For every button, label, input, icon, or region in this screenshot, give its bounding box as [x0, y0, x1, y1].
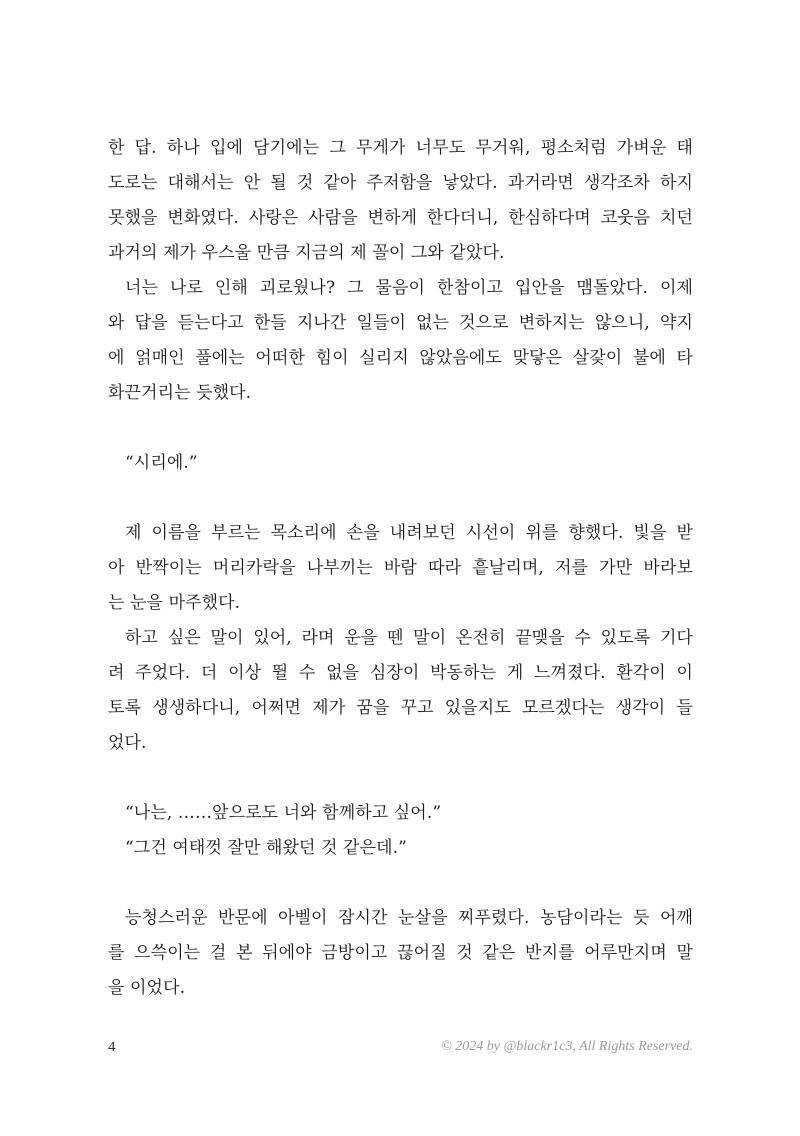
copyright-notice: © 2024 by @blackr1c3, All Rights Reserved.: [441, 1039, 693, 1054]
blank-line: [108, 866, 693, 901]
text-line: 너는 나로 인해 괴로웠나? 그 물음이 한참이고 입안을 맴돌았다. 이제: [125, 278, 693, 298]
body-text: [108, 131, 693, 1006]
text-line: 제 이름을 부르는 목소리에 손을 내려보던 시선이 위를 향했다. 빛을 받: [125, 523, 693, 543]
dialogue-line: “시리에.”: [125, 453, 198, 473]
blank-line: [108, 481, 693, 516]
text-line: 아 반짝이는 머리카락을 나부끼는 바람 따라 흩날리며, 저를 가만 바라보: [108, 558, 693, 578]
text-line: 과거의 제가 우스울 만큼 지금의 제 꼴이 그와 같았다.: [108, 243, 505, 263]
text-line: 화끈거리는 듯했다.: [108, 383, 252, 403]
text-line: 한 답. 하나 입에 담기에는 그 무게가 너무도 무거워, 평소처럼 가벼운 태: [108, 138, 693, 158]
blank-line: [108, 411, 693, 446]
page-footer: [108, 1039, 693, 1059]
text-line: 못했을 변화였다. 사랑은 사람을 변하게 한다더니, 한심하다며 코웃음 치던: [108, 208, 693, 228]
text-line: 도로는 대해서는 안 될 것 같아 주저함을 낳았다. 과거라면 생각조차 하지: [108, 173, 693, 193]
text-line: 토록 생생하다니, 어쩌면 제가 꿈을 꾸고 있을지도 모르겠다는 생각이 들: [108, 698, 693, 718]
page-number: 4: [108, 1039, 116, 1055]
text-line: 와 답을 듣는다고 한들 지나간 일들이 없는 것으로 변하지는 않으니, 약지: [108, 313, 693, 333]
text-line: 를 으쓱이는 걸 본 뒤에야 금방이고 끊어질 것 같은 반지를 어루만지며 말: [108, 943, 693, 963]
text-line: 려 주었다. 더 이상 뛸 수 없을 심장이 박동하는 게 느껴졌다. 환각이 이: [108, 663, 693, 683]
text-line: 었다.: [108, 733, 147, 753]
text-line: 하고 싶은 말이 있어, 라며 운을 뗀 말이 온전히 끝맺을 수 있도록 기다: [125, 628, 693, 648]
text-line: 능청스러운 반문에 아벨이 잠시간 눈살을 찌푸렸다. 농담이라는 듯 어깨: [125, 908, 693, 928]
blank-line: [108, 761, 693, 796]
text-line: 는 눈을 마주했다.: [108, 593, 241, 613]
dialogue-line: “그건 여태껏 잘만 해왔던 것 같은데.”: [125, 838, 407, 858]
text-line: 을 이었다.: [108, 978, 186, 998]
dialogue-line: “나는, ……앞으로도 너와 함께하고 싶어.”: [125, 803, 442, 823]
text-line: 에 얽매인 풀에는 어떠한 힘이 실리지 않았음에도 맞닿은 살갗이 불에 타: [108, 348, 693, 368]
